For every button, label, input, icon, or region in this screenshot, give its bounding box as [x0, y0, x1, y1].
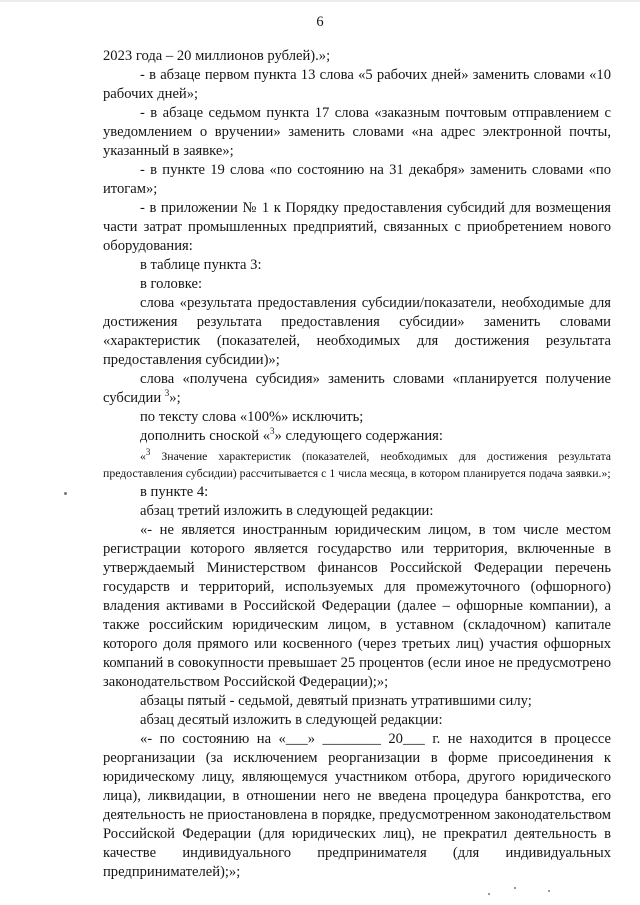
- scan-speck: [548, 890, 550, 892]
- paragraph: 2023 года – 20 миллионов рублей).»;: [103, 48, 331, 64]
- paragraph: в таблице пункта 3:: [140, 257, 262, 273]
- scan-edge: [0, 0, 640, 2]
- paragraph: в головке:: [140, 276, 202, 292]
- paragraph: - в абзаце первом пункта 13 слова «5 рабочих дней» заменить словами «10 рабочих дней»;: [103, 67, 611, 102]
- paragraph: - в пункте 19 слова «по состоянию на 31 декабря» заменить словами «по итогам»;: [103, 162, 611, 197]
- paragraph: слова «результата предоставления субсидии/показатели, необходимые для достижения результата предоставления субсидии» заменить словами «характеристик (показателей, необходимых для достижения результата предоставления субсидии)»;: [103, 295, 611, 368]
- footnote-text: «$^3$ Значение характеристик (показателей, необходимых для достижения результата предоставления субсидии) рассчитывается с 1 числа месяца, в котором планируется подача заявки.»;: [103, 447, 611, 480]
- paragraph: в пункте 4:: [140, 484, 209, 500]
- paragraph: дополнить сноской «$^3$» следующего содержания:: [140, 426, 443, 444]
- scan-speck: [64, 492, 67, 495]
- paragraph: абзацы пятый - седьмой, девятый признать утратившими силу;: [140, 693, 532, 709]
- paragraph: «- не является иностранным юридическим лицом, в том числе местом регистрации которого является государство или территория, включенные в утверждаемый Министерством финансов Российской Федерации перечень государств и территорий, используемых для промежуточного (офшорного) владения активами в Российской Федерации (далее – офшорные компании), а также российским юридическим лицом, в уставном (складочном) капитале которого доля прямого или косвенного (через третьих лиц) участия офшорных компаний в совокупности превышает 25 процентов (если иное не предусмотрено законодательством Российской Федерации);»;: [103, 522, 611, 690]
- scan-speck: [488, 893, 490, 895]
- paragraph: по тексту слова «100%» исключить;: [140, 409, 364, 425]
- paragraph: абзац третий изложить в следующей редакции:: [140, 503, 434, 519]
- paragraph: - в приложении № 1 к Порядку предоставления субсидий для возмещения части затрат промышленных предприятий, связанных с приобретением нового оборудования:: [103, 200, 611, 254]
- document-body: [103, 47, 611, 882]
- page-number: 6: [316, 14, 324, 30]
- paragraph: слова «получена субсидия» заменить словами «планируется получение субсидии $^3$»;: [103, 371, 611, 406]
- scan-speck: [514, 887, 516, 889]
- paragraph: абзац десятый изложить в следующей редакции:: [140, 712, 443, 728]
- paragraph: - в абзаце седьмом пункта 17 слова «заказным почтовым отправлением с уведомлением о вручении» заменить словами «на адрес электронной почты, указанный в заявке»;: [103, 105, 611, 159]
- paragraph: «- по состоянию на «___» ________ 20___ г. не находится в процессе реорганизации (за исключением реорганизации в форме присоединения к юридическому лицу, являющемуся участником отбора, другого юридического лица), ликвидации, в отношении него не введена процедура банкротства, его деятельность не приостановлена в порядке, предусмотренном законодательством Российской Федерации (для юридических лиц), не прекратил деятельность в качестве индивидуального предпринимателя (для индивидуальных предпринимателей);»;: [103, 731, 611, 880]
